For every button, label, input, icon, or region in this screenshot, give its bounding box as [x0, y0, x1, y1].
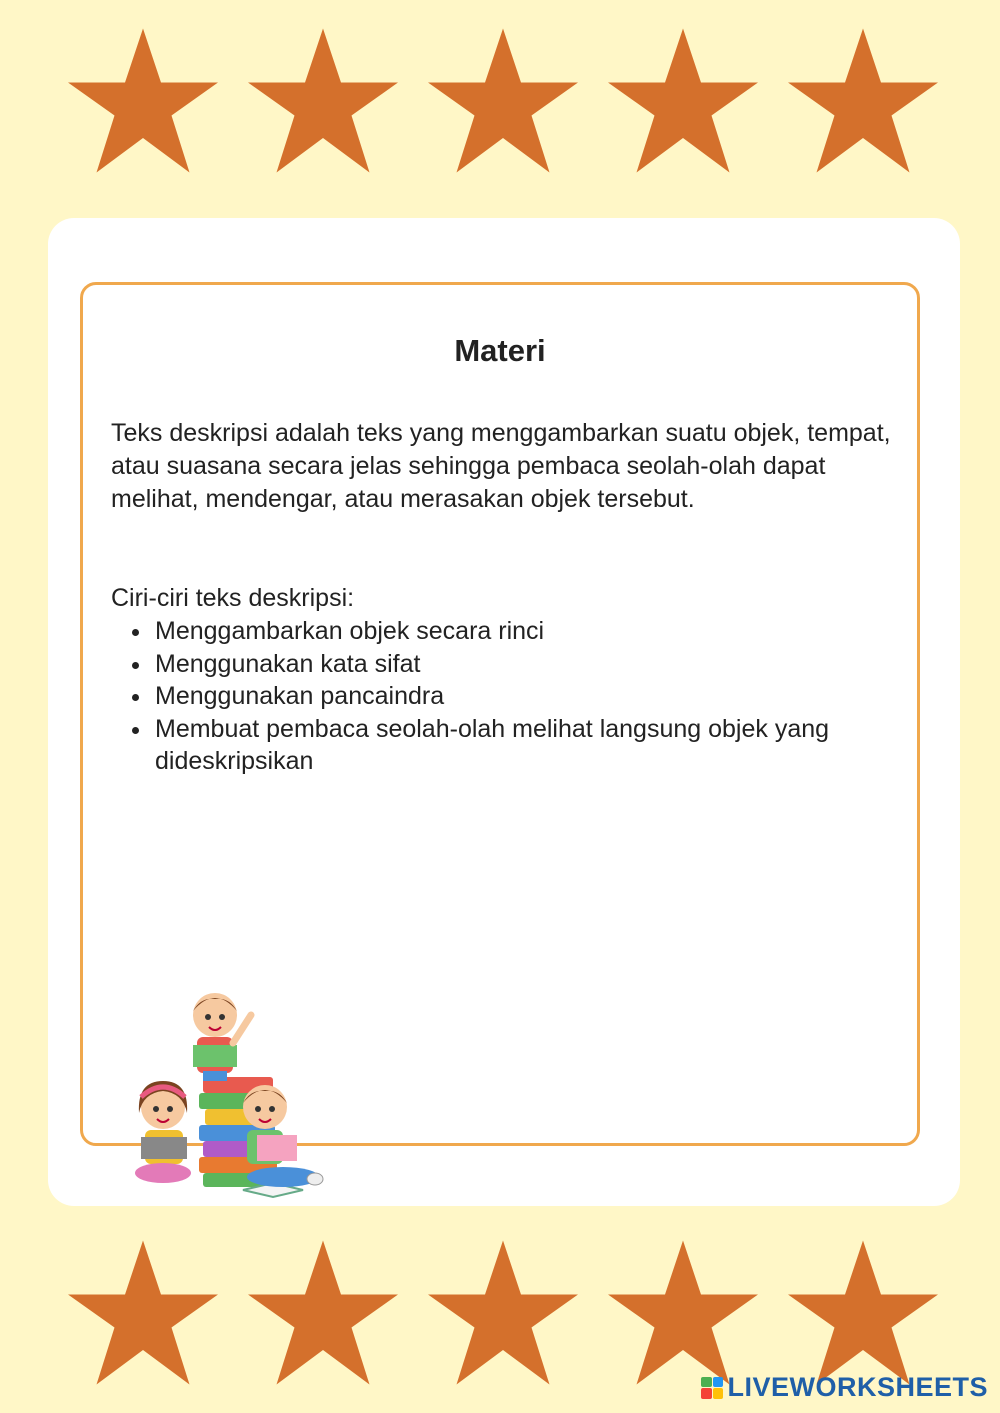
star-icon [248, 1240, 398, 1385]
star-icon [788, 28, 938, 173]
star-icon [68, 1240, 218, 1385]
top-star-row [0, 28, 1000, 178]
content-card [48, 218, 960, 1206]
list-item: • Menggunakan pancaindra [153, 680, 943, 713]
star-icon [608, 28, 758, 173]
content-frame [80, 282, 920, 1146]
page-title: Materi [454, 333, 546, 368]
star-icon [608, 1240, 758, 1385]
ciri-list [111, 615, 943, 778]
star-icon [428, 1240, 578, 1385]
liveworksheets-logo-icon [701, 1377, 723, 1399]
star-icon [428, 28, 578, 173]
star-icon [68, 28, 218, 173]
list-item: • Membuat pembaca seolah-olah melihat langsung objek yang dideskripsikan [153, 713, 943, 778]
list-item: • Menggambarkan objek secara rinci [153, 615, 943, 648]
description-paragraph: Teks deskripsi adalah teks yang menggambarkan suatu objek, tempat, atau suasana secara jelas sehingga pembaca seolah-olah dapat melihat, mendengar, atau merasakan objek tersebut. [111, 419, 891, 513]
list-item: • Menggunakan kata sifat [153, 648, 943, 681]
star-icon [788, 1240, 938, 1385]
watermark-text: LIVEWORKSHEETS [727, 1372, 988, 1402]
children-reading-illustration [133, 985, 378, 1207]
star-icon [248, 28, 398, 173]
bottom-star-row [0, 1240, 1000, 1390]
ciri-heading: Ciri-ciri teks deskripsi: [111, 584, 355, 612]
liveworksheets-watermark[interactable] [701, 1372, 988, 1403]
